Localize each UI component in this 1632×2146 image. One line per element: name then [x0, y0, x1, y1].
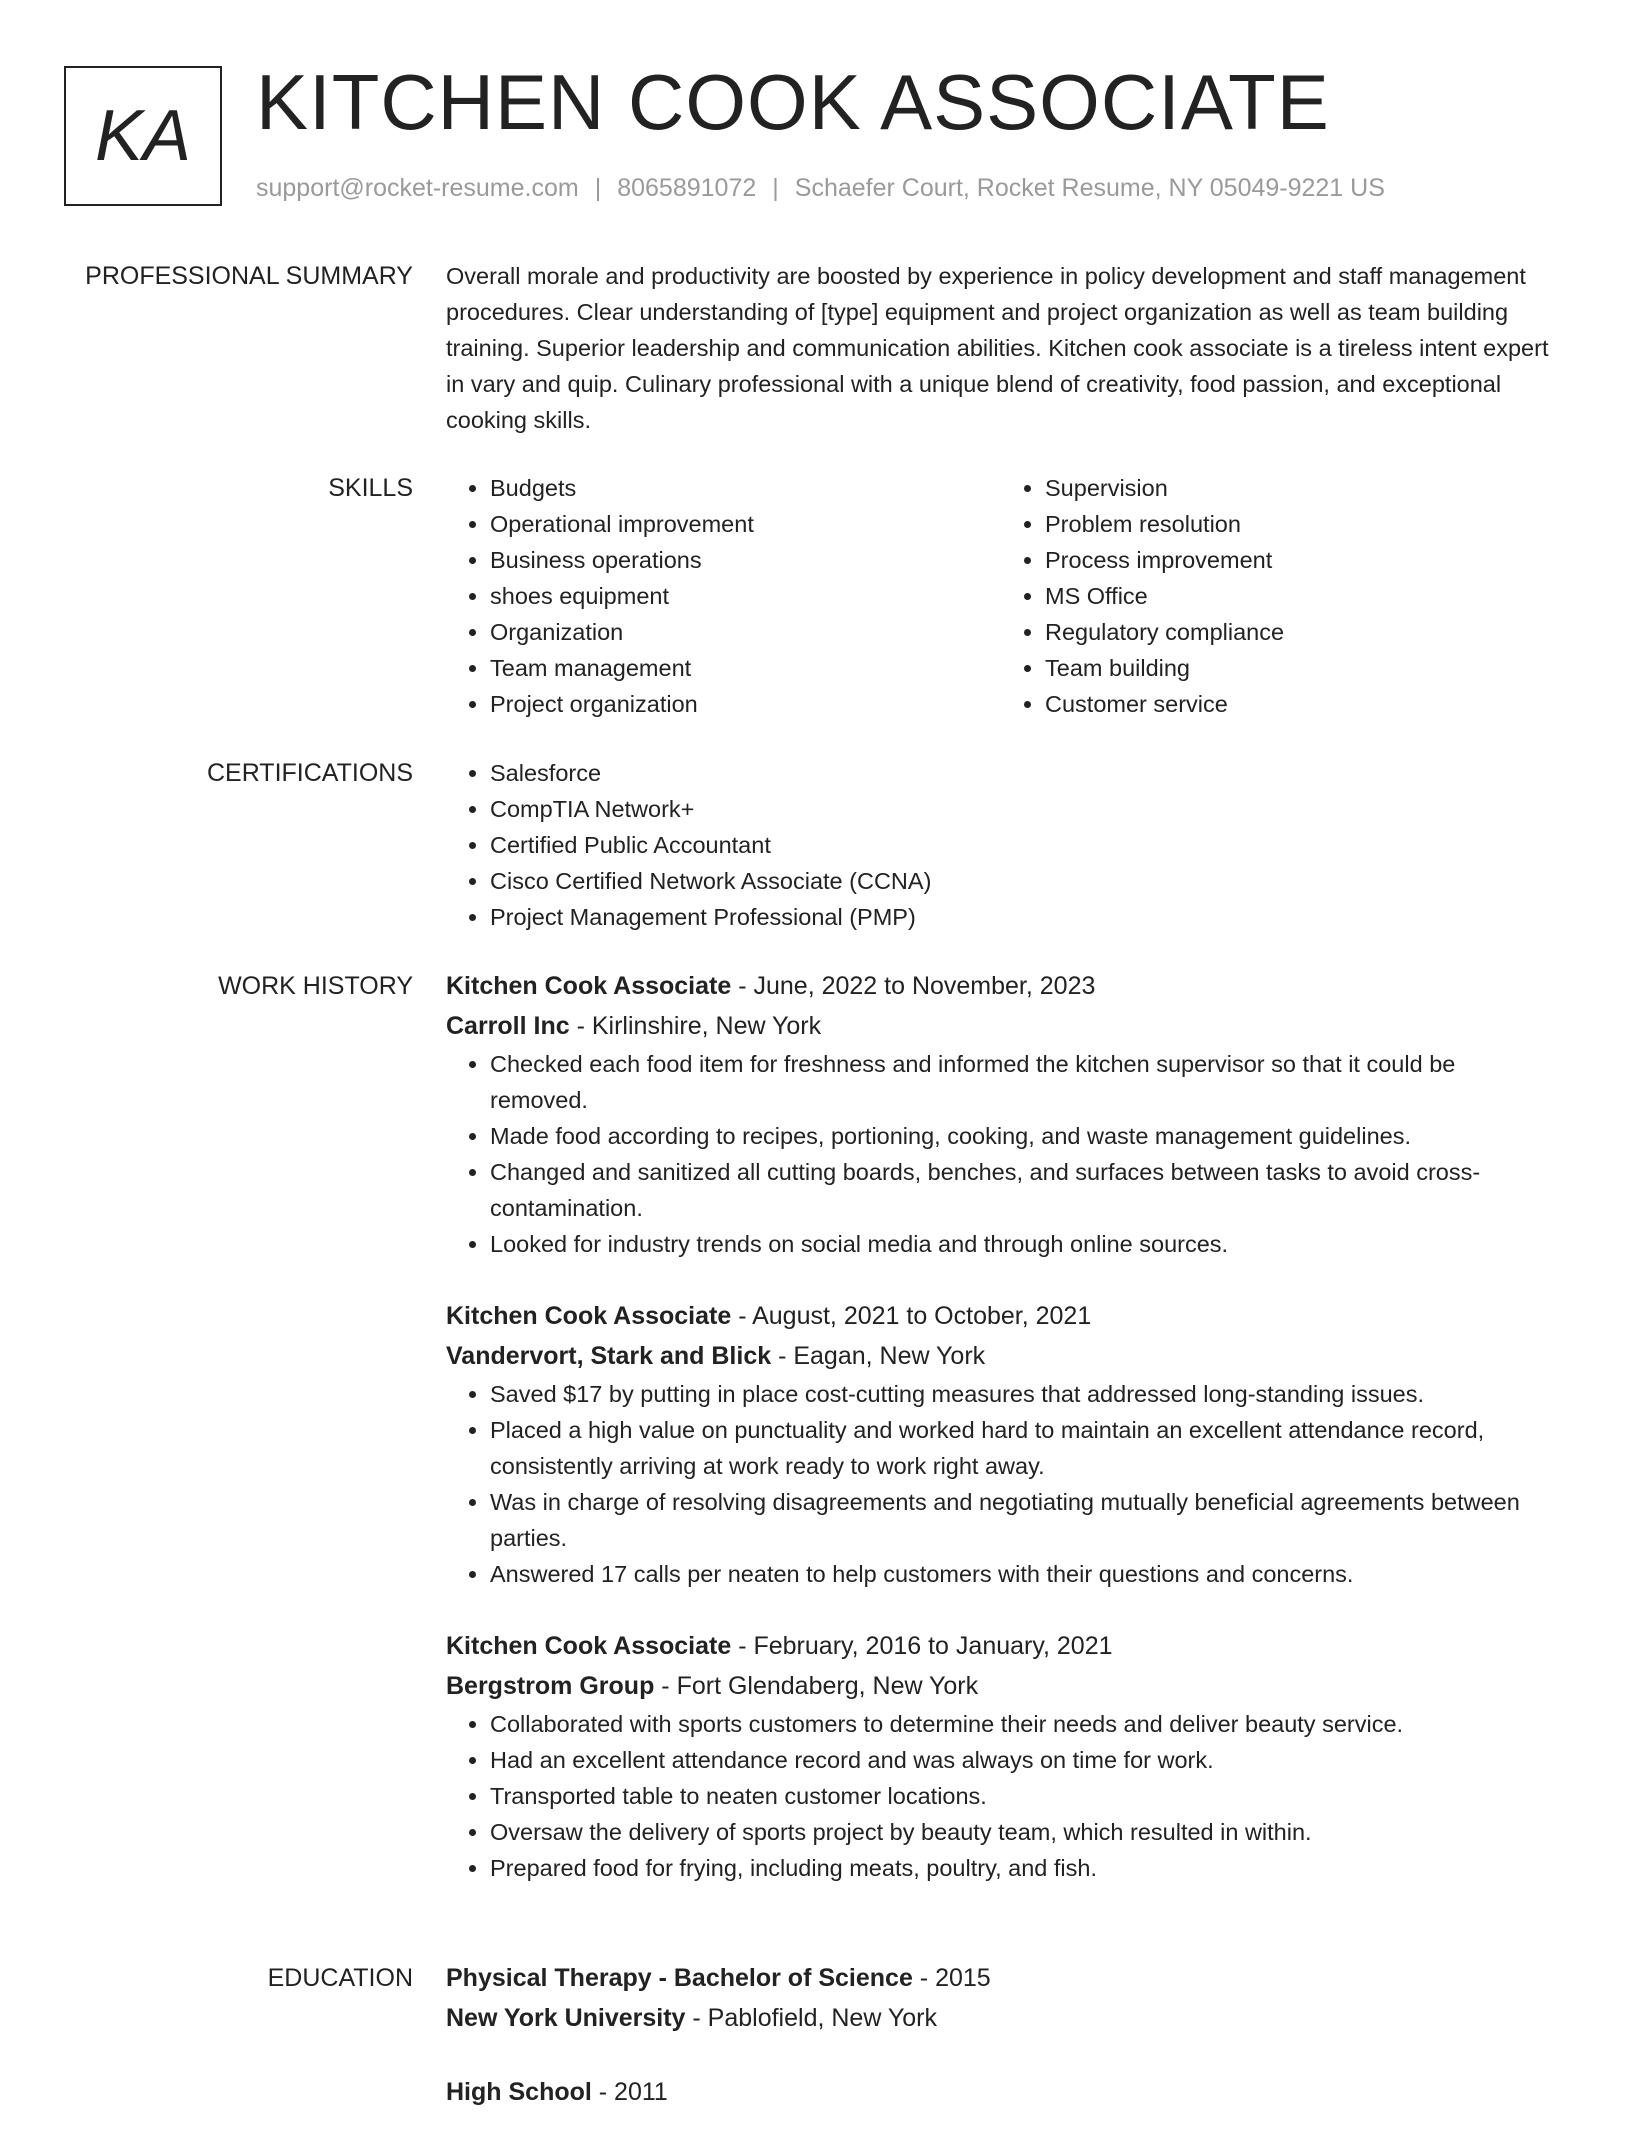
- job-bullet: • Answered 17 calls per neaten to help customers with their questions and concerns.: [490, 1556, 1556, 1592]
- education-location: - Pablofield, New York: [685, 2004, 937, 2032]
- job-dates: - August, 2021 to October, 2021: [731, 1302, 1092, 1330]
- skills-list-right: [1001, 470, 1556, 722]
- contact-email[interactable]: support@rocket-resume.com: [256, 174, 579, 202]
- skill-item: • Project organization: [490, 686, 1001, 722]
- job-entry: [446, 1626, 1556, 1886]
- skills-list-left: [446, 470, 1001, 722]
- job-location: - Kirlinshire, New York: [569, 1012, 822, 1040]
- section-label-skills: SKILLS: [328, 474, 413, 502]
- job-company-line: [446, 1006, 1556, 1046]
- initials-monogram: KA: [64, 66, 222, 206]
- job-bullet: • Placed a high value on punctuality and worked hard to maintain an excellent attendance record, consistently arriving at work ready to work right away.: [490, 1412, 1556, 1484]
- skill-item: • Problem resolution: [1045, 506, 1556, 542]
- skill-item: • Team management: [490, 650, 1001, 686]
- section-label-summary: PROFESSIONAL SUMMARY: [85, 262, 413, 290]
- job-title: Kitchen Cook Associate: [446, 1302, 732, 1330]
- contact-separator: |: [594, 174, 602, 202]
- certification-item: • Salesforce: [490, 755, 1556, 791]
- certifications-list: [446, 755, 1556, 935]
- job-bullet: • Had an excellent attendance record and was always on time for work.: [490, 1742, 1556, 1778]
- job-bullet: • Was in charge of resolving disagreements and negotiating mutually beneficial agreements between parties.: [490, 1484, 1556, 1556]
- resume-name: KITCHEN COOK ASSOCIATE: [256, 58, 1330, 146]
- skill-item: • Process improvement: [1045, 542, 1556, 578]
- certification-item: • Project Management Professional (PMP): [490, 899, 1556, 935]
- certifications-content: [446, 755, 1556, 935]
- job-company: Vandervort, Stark and Blick: [446, 1342, 772, 1370]
- job-bullet: • Saved $17 by putting in place cost-cutting measures that addressed long-standing issues.: [490, 1376, 1556, 1412]
- job-title-line: [446, 1296, 1556, 1336]
- education-entry: [446, 2072, 1556, 2112]
- job-title: Kitchen Cook Associate: [446, 1632, 732, 1660]
- contact-separator: |: [772, 174, 779, 202]
- job-bullets: [446, 1046, 1556, 1262]
- skill-item: • Regulatory compliance: [1045, 614, 1556, 650]
- job-dates: - June, 2022 to November, 2023: [731, 972, 1096, 1000]
- job-title-line: [446, 1626, 1556, 1666]
- job-title-line: [446, 966, 1556, 1006]
- contact-address: Schaefer Court, Rocket Resume, NY 05049-9221 US: [794, 174, 1385, 202]
- education-degree-line: [446, 2072, 1556, 2112]
- job-dates: - February, 2016 to January, 2021: [731, 1632, 1113, 1660]
- skill-item: • shoes equipment: [490, 578, 1001, 614]
- skill-item: • Budgets: [490, 470, 1001, 506]
- job-company: Bergstrom Group: [446, 1672, 655, 1700]
- certification-item: • CompTIA Network+: [490, 791, 1556, 827]
- job-bullet: • Checked each food item for freshness and informed the kitchen supervisor so that it could be removed.: [490, 1046, 1556, 1118]
- job-bullet: • Prepared food for frying, including meats, poultry, and fish.: [490, 1850, 1556, 1886]
- summary-text: Overall morale and productivity are boosted by experience in policy development and staff management procedures. Clear understanding of [type] equipment and project organization as well as team building training. Superior leadership and communication abilities. Kitchen cook associate is a tireless intent expert in vary and quip. Culinary professional with a unique blend of creativity, food passion, and exceptional cooking skills.: [446, 263, 1549, 433]
- education-content: [446, 1958, 1556, 2146]
- job-location: - Eagan, New York: [771, 1342, 986, 1370]
- contact-line: [256, 174, 1385, 203]
- skill-item: • Customer service: [1045, 686, 1556, 722]
- education-school-line: [446, 1998, 1556, 2038]
- section-label-work-history: WORK HISTORY: [218, 972, 413, 1000]
- job-bullet: • Transported table to neaten customer locations.: [490, 1778, 1556, 1814]
- job-bullet: • Collaborated with sports customers to determine their needs and deliver beauty service.: [490, 1706, 1556, 1742]
- skills-content: [446, 470, 1556, 722]
- education-entry: [446, 1958, 1556, 2038]
- education-school: New York University: [446, 2004, 686, 2032]
- skill-item: • Operational improvement: [490, 506, 1001, 542]
- contact-phone[interactable]: 8065891072: [617, 174, 757, 202]
- certification-item: • Cisco Certified Network Associate (CCNA): [490, 863, 1556, 899]
- job-company-line: [446, 1336, 1556, 1376]
- education-degree-line: [446, 1958, 1556, 1998]
- job-bullets: [446, 1376, 1556, 1592]
- section-label-certifications: CERTIFICATIONS: [206, 759, 413, 787]
- education-degree: Physical Therapy - Bachelor of Science: [446, 1964, 913, 1992]
- job-bullet: • Changed and sanitized all cutting boards, benches, and surfaces between tasks to avoid cross-contamination.: [490, 1154, 1556, 1226]
- education-year: - 2011: [591, 2078, 668, 2106]
- job-company-line: [446, 1666, 1556, 1706]
- job-bullets: [446, 1706, 1556, 1886]
- skill-item: • MS Office: [1045, 578, 1556, 614]
- summary-content: [446, 258, 1556, 438]
- skill-item: • Supervision: [1045, 470, 1556, 506]
- job-company: Carroll Inc: [446, 1012, 570, 1040]
- skill-item: • Business operations: [490, 542, 1001, 578]
- job-title: Kitchen Cook Associate: [446, 972, 732, 1000]
- job-bullet: • Oversaw the delivery of sports project by beauty team, which resulted in within.: [490, 1814, 1556, 1850]
- job-bullet: • Made food according to recipes, portioning, cooking, and waste management guidelines.: [490, 1118, 1556, 1154]
- job-entry: [446, 966, 1556, 1262]
- education-degree: High School: [446, 2078, 592, 2106]
- skill-item: • Team building: [1045, 650, 1556, 686]
- certification-item: • Certified Public Accountant: [490, 827, 1556, 863]
- job-bullet: • Looked for industry trends on social media and through online sources.: [490, 1226, 1556, 1262]
- skill-item: • Organization: [490, 614, 1001, 650]
- section-label-education: EDUCATION: [267, 1964, 413, 1992]
- work-history-content: [446, 966, 1556, 1920]
- job-location: - Fort Glendaberg, New York: [654, 1672, 979, 1700]
- education-year: - 2015: [912, 1964, 991, 1992]
- job-entry: [446, 1296, 1556, 1592]
